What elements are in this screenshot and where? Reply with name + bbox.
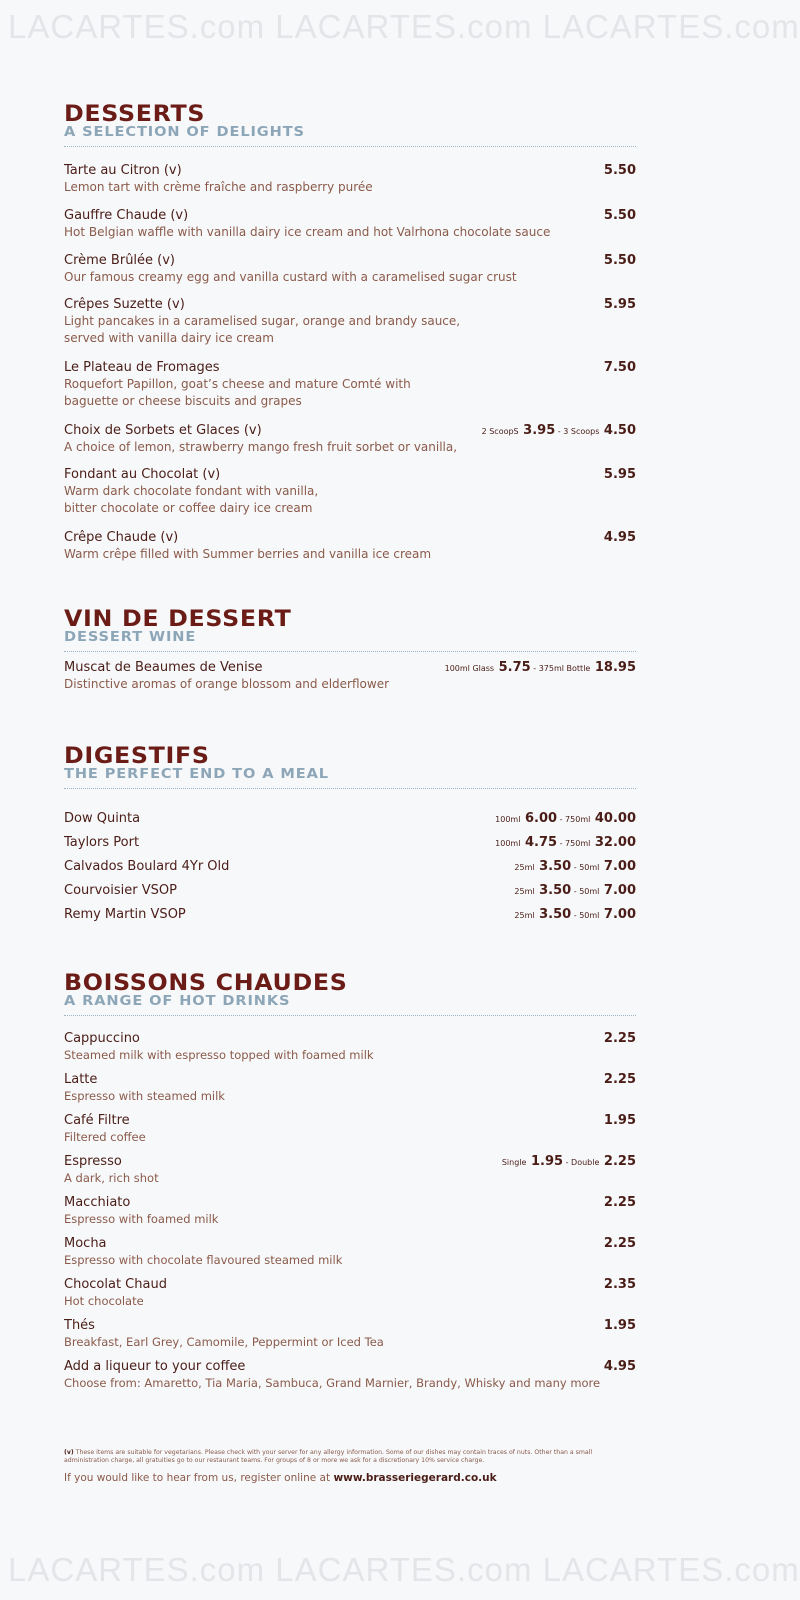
item-description: A choice of lemon, strawberry mango fresh fruit sorbet or vanilla, <box>64 440 458 454</box>
menu-item <box>64 659 636 693</box>
item-row <box>64 252 636 269</box>
price-value: 40.00 <box>594 811 636 826</box>
size-label: 50ml <box>579 911 600 920</box>
item-description: Roquefort Papillon, goat’s cheese and mature Comté with baguette or cheese biscuits and grapes <box>64 377 411 408</box>
divider <box>64 146 636 147</box>
hot-drinks-section <box>64 973 636 1016</box>
menu-item <box>64 1112 636 1146</box>
item-name: Cappuccino <box>64 1031 140 1046</box>
price-separator: - <box>530 664 539 673</box>
item-row <box>64 422 636 439</box>
watermark-bottom: LACARTES.com LACARTES.com LACARTES.com <box>8 1551 800 1588</box>
item-price: 5.95 <box>603 467 636 482</box>
item-name: Remy Martin VSOP <box>64 907 186 922</box>
menu-item <box>64 834 636 851</box>
menu-item <box>64 1071 636 1105</box>
menu-item <box>64 1194 636 1228</box>
menu-item <box>64 1235 636 1269</box>
item-name: Crème Brûlée (v) <box>64 253 176 268</box>
section-title: DESSERTS <box>64 102 206 127</box>
menu-item <box>64 466 636 517</box>
item-description: Espresso with steamed milk <box>64 1089 225 1103</box>
item-description: Espresso with chocolate flavoured steamed milk <box>64 1253 343 1267</box>
menu-item <box>64 810 636 827</box>
price-value: 2.25 <box>603 1154 636 1169</box>
item-price <box>495 835 636 850</box>
size-label: 750ml <box>565 815 591 824</box>
item-price: 7.50 <box>603 360 636 375</box>
price-value: 7.00 <box>603 883 636 898</box>
price-value: 5.75 <box>498 660 531 675</box>
register-text: If you would like to hear from us, register online at <box>64 1472 334 1484</box>
item-name: Thés <box>64 1318 95 1333</box>
divider <box>64 651 636 652</box>
item-description: Filtered coffee <box>64 1130 146 1144</box>
section-subtitle: DESSERT WINE <box>64 630 197 645</box>
item-price: 1.95 <box>603 1113 636 1128</box>
item-price: 2.35 <box>603 1277 636 1292</box>
item-row <box>64 1317 636 1334</box>
website-link[interactable]: www.brasseriegerard.co.uk <box>333 1472 497 1484</box>
price-value: 7.00 <box>603 859 636 874</box>
item-row <box>64 834 636 851</box>
item-name: Add a liqueur to your coffee <box>64 1359 246 1374</box>
item-row <box>64 1071 636 1088</box>
footnote-text: These items are suitable for vegetarians. Please check with your server for any allergy information. Some of our dishes may contain traces of nuts. Other than a small administration charge, all gratuities go to our restaurant teams. For groups of 8 or more we ask for a discretionary 10% service charge. <box>64 1449 593 1464</box>
size-label: 100ml <box>495 839 521 848</box>
menu-item <box>64 906 636 923</box>
item-description: Lemon tart with crème fraîche and raspberry purée <box>64 180 373 194</box>
menu-item <box>64 1358 636 1392</box>
item-row <box>64 1153 636 1170</box>
price-value: 4.75 <box>524 835 558 850</box>
item-row <box>64 162 636 179</box>
menu-item <box>64 296 636 347</box>
menu-item <box>64 882 636 899</box>
item-name: Choix de Sorbets et Glaces (v) <box>64 423 262 438</box>
item-description: Light pancakes in a caramelised sugar, orange and brandy sauce, served with vanilla dairy ice cream <box>64 314 461 345</box>
item-name: Latte <box>64 1072 98 1087</box>
item-description: Espresso with foamed milk <box>64 1212 219 1226</box>
item-name: Espresso <box>64 1154 122 1169</box>
item-description: Steamed milk with espresso topped with foamed milk <box>64 1048 374 1062</box>
item-price <box>514 883 636 898</box>
price-value: 32.00 <box>594 835 636 850</box>
price-value: 6.00 <box>524 811 558 826</box>
size-label: Single <box>501 1158 527 1167</box>
item-row <box>64 1235 636 1252</box>
item-row <box>64 1030 636 1047</box>
price-value: 3.95 <box>523 423 556 438</box>
dessert-wine-section <box>64 609 636 652</box>
menu-item <box>64 1153 636 1187</box>
menu-item <box>64 162 636 196</box>
price-value: 1.95 <box>530 1154 564 1169</box>
item-name: Taylors Port <box>64 835 140 850</box>
menu-item <box>64 858 636 875</box>
item-row <box>64 1358 636 1375</box>
item-price: 2.25 <box>603 1072 636 1087</box>
item-price: 1.95 <box>603 1318 636 1333</box>
divider <box>64 1015 636 1016</box>
item-row <box>64 906 636 923</box>
size-label: 25ml <box>514 887 535 896</box>
watermark-top: LACARTES.com LACARTES.com LACARTES.com <box>8 8 800 45</box>
item-row <box>64 882 636 899</box>
price-value: 3.50 <box>539 883 572 898</box>
section-subtitle: A SELECTION OF DELIGHTS <box>64 125 305 140</box>
size-label: 750ml <box>565 839 591 848</box>
menu-item <box>64 422 636 456</box>
item-name: Gauffre Chaude (v) <box>64 208 189 223</box>
size-label: Double <box>571 1158 600 1167</box>
section-subtitle: THE PERFECT END TO A MEAL <box>64 767 329 782</box>
item-price: 2.25 <box>603 1031 636 1046</box>
item-price <box>445 660 636 675</box>
item-name: Fondant au Chocolat (v) <box>64 467 221 482</box>
menu-item <box>64 529 636 563</box>
item-row <box>64 296 636 313</box>
price-separator: - <box>555 427 564 436</box>
size-label: 100ml Glass <box>444 664 495 673</box>
price-value: 3.50 <box>539 907 572 922</box>
divider <box>64 788 636 789</box>
price-value: 3.50 <box>539 859 572 874</box>
item-name: Crêpe Chaude (v) <box>64 530 179 545</box>
item-price <box>482 423 636 438</box>
item-price: 5.50 <box>603 208 636 223</box>
price-value: 7.00 <box>603 907 636 922</box>
price-separator: - <box>557 815 566 824</box>
item-row <box>64 359 636 376</box>
price-separator: - <box>571 887 580 896</box>
item-name: Macchiato <box>64 1195 131 1210</box>
section-subtitle: A RANGE OF HOT DRINKS <box>64 994 291 1009</box>
item-description: A dark, rich shot <box>64 1171 159 1185</box>
item-name: Dow Quinta <box>64 811 141 826</box>
item-row <box>64 1276 636 1293</box>
item-price: 4.95 <box>603 530 636 545</box>
digestifs-section <box>64 746 636 789</box>
item-row <box>64 1194 636 1211</box>
item-row <box>64 810 636 827</box>
item-name: Courvoisier VSOP <box>64 883 177 898</box>
item-row <box>64 466 636 483</box>
price-value: 18.95 <box>594 660 636 675</box>
footnote <box>64 1449 636 1465</box>
size-label: 2 ScoopS <box>481 427 519 436</box>
item-price <box>514 859 636 874</box>
item-price: 2.25 <box>603 1195 636 1210</box>
item-description: Warm crêpe filled with Summer berries and vanilla ice cream <box>64 547 432 561</box>
item-description: Our famous creamy egg and vanilla custard with a caramelised sugar crust <box>64 270 517 284</box>
item-name: Mocha <box>64 1236 107 1251</box>
price-separator: - <box>563 1158 572 1167</box>
item-price <box>495 811 636 826</box>
price-separator: - <box>571 863 580 872</box>
vegetarian-mark: (v) <box>64 1449 74 1456</box>
size-label: 25ml <box>514 863 535 872</box>
item-description: Hot Belgian waffle with vanilla dairy ice cream and hot Valrhona chocolate sauce <box>64 225 551 239</box>
item-description: Hot chocolate <box>64 1294 144 1308</box>
size-label: 375ml Bottle <box>538 664 591 673</box>
size-label: 3 Scoops <box>563 427 600 436</box>
menu-item <box>64 1276 636 1310</box>
item-price: 5.95 <box>603 297 636 312</box>
menu-item <box>64 359 636 410</box>
item-price: 5.50 <box>603 163 636 178</box>
register-line <box>64 1472 636 1484</box>
item-name: Café Filtre <box>64 1113 130 1128</box>
size-label: 50ml <box>579 887 600 896</box>
size-label: 25ml <box>514 911 535 920</box>
item-row <box>64 529 636 546</box>
item-price: 4.95 <box>603 1359 636 1374</box>
menu-item <box>64 252 636 286</box>
item-row <box>64 207 636 224</box>
item-price: 2.25 <box>603 1236 636 1251</box>
desserts-section <box>64 104 636 147</box>
menu-item <box>64 1317 636 1351</box>
item-description: Warm dark chocolate fondant with vanilla, bitter chocolate or coffee dairy ice cream <box>64 484 319 515</box>
item-row <box>64 1112 636 1129</box>
size-label: 100ml <box>495 815 521 824</box>
menu-item <box>64 1030 636 1064</box>
item-name: Tarte au Citron (v) <box>64 163 182 178</box>
item-name: Muscat de Beaumes de Venise <box>64 660 263 675</box>
item-name: Calvados Boulard 4Yr Old <box>64 859 230 874</box>
item-name: Chocolat Chaud <box>64 1277 167 1292</box>
item-price <box>514 907 636 922</box>
item-row <box>64 858 636 875</box>
item-description: Choose from: Amaretto, Tia Maria, Sambuca, Grand Marnier, Brandy, Whisky and many more <box>64 1376 601 1390</box>
item-description: Distinctive aromas of orange blossom and elderflower <box>64 677 390 691</box>
price-separator: - <box>571 911 580 920</box>
price-separator: - <box>557 839 566 848</box>
price-value: 4.50 <box>603 423 636 438</box>
item-description: Breakfast, Earl Grey, Camomile, Peppermint or Iced Tea <box>64 1335 384 1349</box>
item-name: Le Plateau de Fromages <box>64 360 220 375</box>
section-title: DIGESTIFS <box>64 744 210 769</box>
menu-item <box>64 207 636 241</box>
section-title: BOISSONS CHAUDES <box>64 971 348 996</box>
section-title: VIN DE DESSERT <box>64 607 292 632</box>
item-price <box>502 1154 636 1169</box>
item-price: 5.50 <box>603 253 636 268</box>
size-label: 50ml <box>579 863 600 872</box>
item-name: Crêpes Suzette (v) <box>64 297 185 312</box>
item-row <box>64 659 636 676</box>
